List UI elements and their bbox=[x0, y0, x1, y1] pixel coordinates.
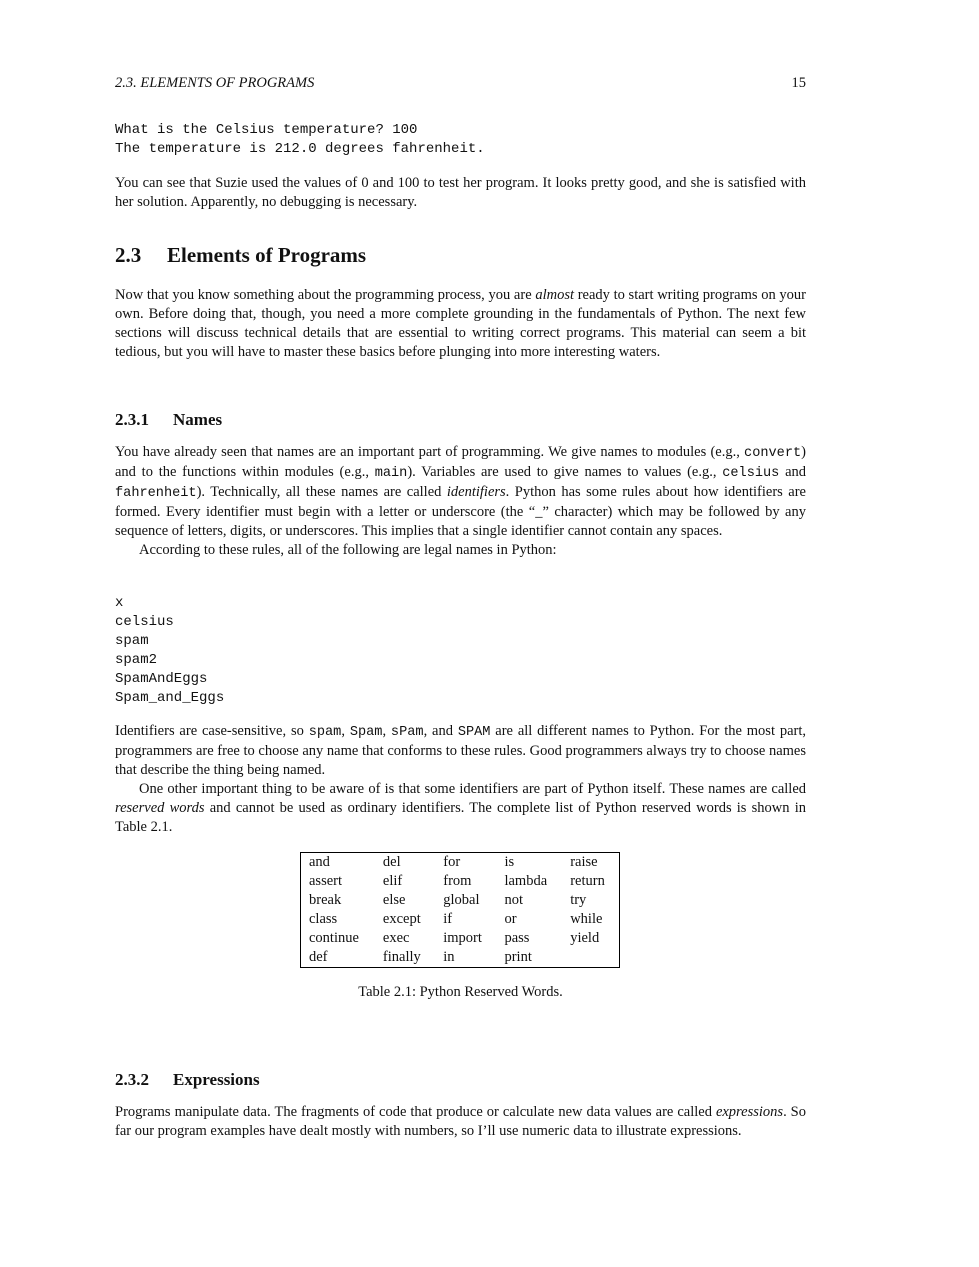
code-line: Spam_and_Eggs bbox=[115, 690, 225, 706]
inline-code: main bbox=[374, 466, 408, 481]
paragraph bbox=[115, 780, 806, 837]
code-line: spam2 bbox=[115, 652, 158, 668]
paragraph bbox=[115, 443, 806, 541]
code-line: What is the Celsius temperature? 100 bbox=[115, 122, 418, 138]
table-row bbox=[301, 853, 620, 873]
table-cell: from bbox=[443, 873, 472, 889]
section-title: Elements of Programs bbox=[167, 243, 367, 267]
text-run: Now that you know something about the programming process, you are bbox=[115, 287, 536, 303]
text-run: . So far our program examples have dealt mostly with numbers, so I’ll use numeric data to illustrate expressions. bbox=[115, 1104, 806, 1139]
table-cell: lambda bbox=[504, 873, 548, 889]
table-cell: if bbox=[443, 911, 453, 927]
table-cell: and bbox=[309, 854, 330, 870]
text-run: are all different names to Python. For the most part, programmers are free to choose any name that conforms to these rules. Good programmers always try to choose names that describe the thing being named. bbox=[115, 723, 806, 778]
table-cell: import bbox=[443, 930, 482, 946]
table-cell: else bbox=[382, 892, 406, 908]
text-run: You have already seen that names are an important part of programming. We give names to modules (e.g., bbox=[115, 444, 745, 460]
table-cell: assert bbox=[309, 873, 343, 889]
table-cell: in bbox=[443, 949, 455, 965]
inline-code: convert bbox=[744, 446, 802, 461]
section-number: 2.3 bbox=[115, 243, 142, 267]
emphasis: almost bbox=[535, 287, 574, 303]
code-line: x bbox=[115, 595, 124, 611]
paragraph: You can see that Suzie used the values of 0 and 100 to test her program. It looks pretty good, and she is satisfied with her solution. Apparently, no debugging is necessary. bbox=[115, 175, 806, 210]
emphasis: identifiers bbox=[446, 484, 506, 500]
paragraph: According to these rules, all of the following are legal names in Python: bbox=[139, 542, 557, 558]
inline-code: celsius bbox=[722, 466, 780, 481]
table-cell: is bbox=[504, 854, 515, 870]
subsection-title: Names bbox=[173, 410, 223, 429]
inline-code: SPAM bbox=[457, 725, 491, 740]
text-run: , bbox=[341, 723, 350, 739]
subsection-heading bbox=[115, 1070, 806, 1090]
text-run: Identifiers are case-sensitive, so bbox=[115, 723, 309, 739]
paragraph bbox=[115, 722, 806, 780]
subsection-heading bbox=[115, 410, 806, 430]
table-cell: del bbox=[382, 854, 401, 870]
table-cell: class bbox=[309, 911, 338, 927]
table-cell: while bbox=[570, 911, 603, 927]
text-run: , and bbox=[423, 723, 458, 739]
section-heading bbox=[115, 243, 806, 268]
emphasis: expressions bbox=[715, 1104, 784, 1120]
table-cell: yield bbox=[570, 930, 600, 946]
reserved-words-table bbox=[300, 852, 620, 968]
text-run: and bbox=[779, 464, 807, 480]
text-run: . Python has some rules about how identifiers are formed. Every identifier must begin with a letter or underscore (the “_” character) which may be followed by any sequence of letters, digits, or underscores. This implies that a single identifier cannot contain any spaces. bbox=[115, 484, 806, 539]
table-row bbox=[301, 948, 620, 968]
table-cell: continue bbox=[309, 930, 359, 946]
code-line: celsius bbox=[115, 614, 174, 630]
table-row bbox=[301, 929, 620, 948]
table-cell: return bbox=[570, 873, 605, 889]
table-cell: raise bbox=[570, 854, 598, 870]
running-header bbox=[115, 75, 806, 92]
text-run: and cannot be used as ordinary identifiers. The complete list of Python reserved words is shown in Table 2.1. bbox=[115, 800, 806, 835]
table-cell: print bbox=[504, 949, 532, 965]
table-cell: pass bbox=[504, 930, 530, 946]
table-cell bbox=[562, 948, 619, 968]
table-cell: except bbox=[382, 911, 421, 927]
text-run: ). Technically, all these names are called bbox=[196, 484, 447, 500]
table-cell: not bbox=[504, 892, 523, 908]
text-run: One other important thing to be aware of is that some identifiers are part of Python itself. These names are called bbox=[139, 781, 806, 797]
code-block-output bbox=[115, 121, 806, 159]
table-caption: Table 2.1: Python Reserved Words. bbox=[358, 984, 563, 1000]
text-run: ) and to the functions within modules (e.g., bbox=[115, 444, 806, 480]
table-cell: elif bbox=[382, 873, 403, 889]
table-cell: for bbox=[443, 854, 461, 870]
subsection-number: 2.3.1 bbox=[115, 410, 149, 429]
text-run: ). Variables are used to give names to values (e.g., bbox=[407, 464, 723, 480]
paragraph bbox=[115, 1103, 806, 1141]
table-cell: or bbox=[504, 911, 517, 927]
code-block-names bbox=[115, 594, 806, 708]
page-number: 15 bbox=[791, 75, 806, 91]
table-cell: finally bbox=[382, 949, 421, 965]
text-run: , bbox=[382, 723, 391, 739]
inline-code: spam bbox=[308, 725, 342, 740]
inline-code: fahrenheit bbox=[115, 486, 197, 501]
inline-code: sPam bbox=[390, 725, 424, 740]
emphasis: reserved words bbox=[115, 800, 205, 816]
table-row bbox=[301, 891, 620, 910]
table-cell: exec bbox=[382, 930, 410, 946]
subsection-title: Expressions bbox=[173, 1070, 260, 1089]
code-line: spam bbox=[115, 633, 149, 649]
header-section-title: 2.3. ELEMENTS OF PROGRAMS bbox=[115, 75, 315, 91]
paragraph bbox=[115, 286, 806, 362]
inline-code: Spam bbox=[349, 725, 383, 740]
table-cell: try bbox=[570, 892, 587, 908]
table-row bbox=[301, 910, 620, 929]
table-cell: break bbox=[309, 892, 342, 908]
text-run: Programs manipulate data. The fragments of code that produce or calculate new data values are called bbox=[115, 1104, 716, 1120]
table-cell: global bbox=[443, 892, 480, 908]
code-line: SpamAndEggs bbox=[115, 671, 208, 687]
text-run: ready to start writing programs on your own. Before doing that, though, you need a more complete grounding in the fundamentals of Python. The next few sections will discuss technical details that are essential to writing correct programs. This material can seem a bit tedious, but you will have to master these basics before plunging into more interesting waters. bbox=[115, 287, 806, 360]
subsection-number: 2.3.2 bbox=[115, 1070, 149, 1089]
table-row bbox=[301, 872, 620, 891]
code-line: The temperature is 212.0 degrees fahrenheit. bbox=[115, 141, 485, 157]
table-cell: def bbox=[309, 949, 328, 965]
